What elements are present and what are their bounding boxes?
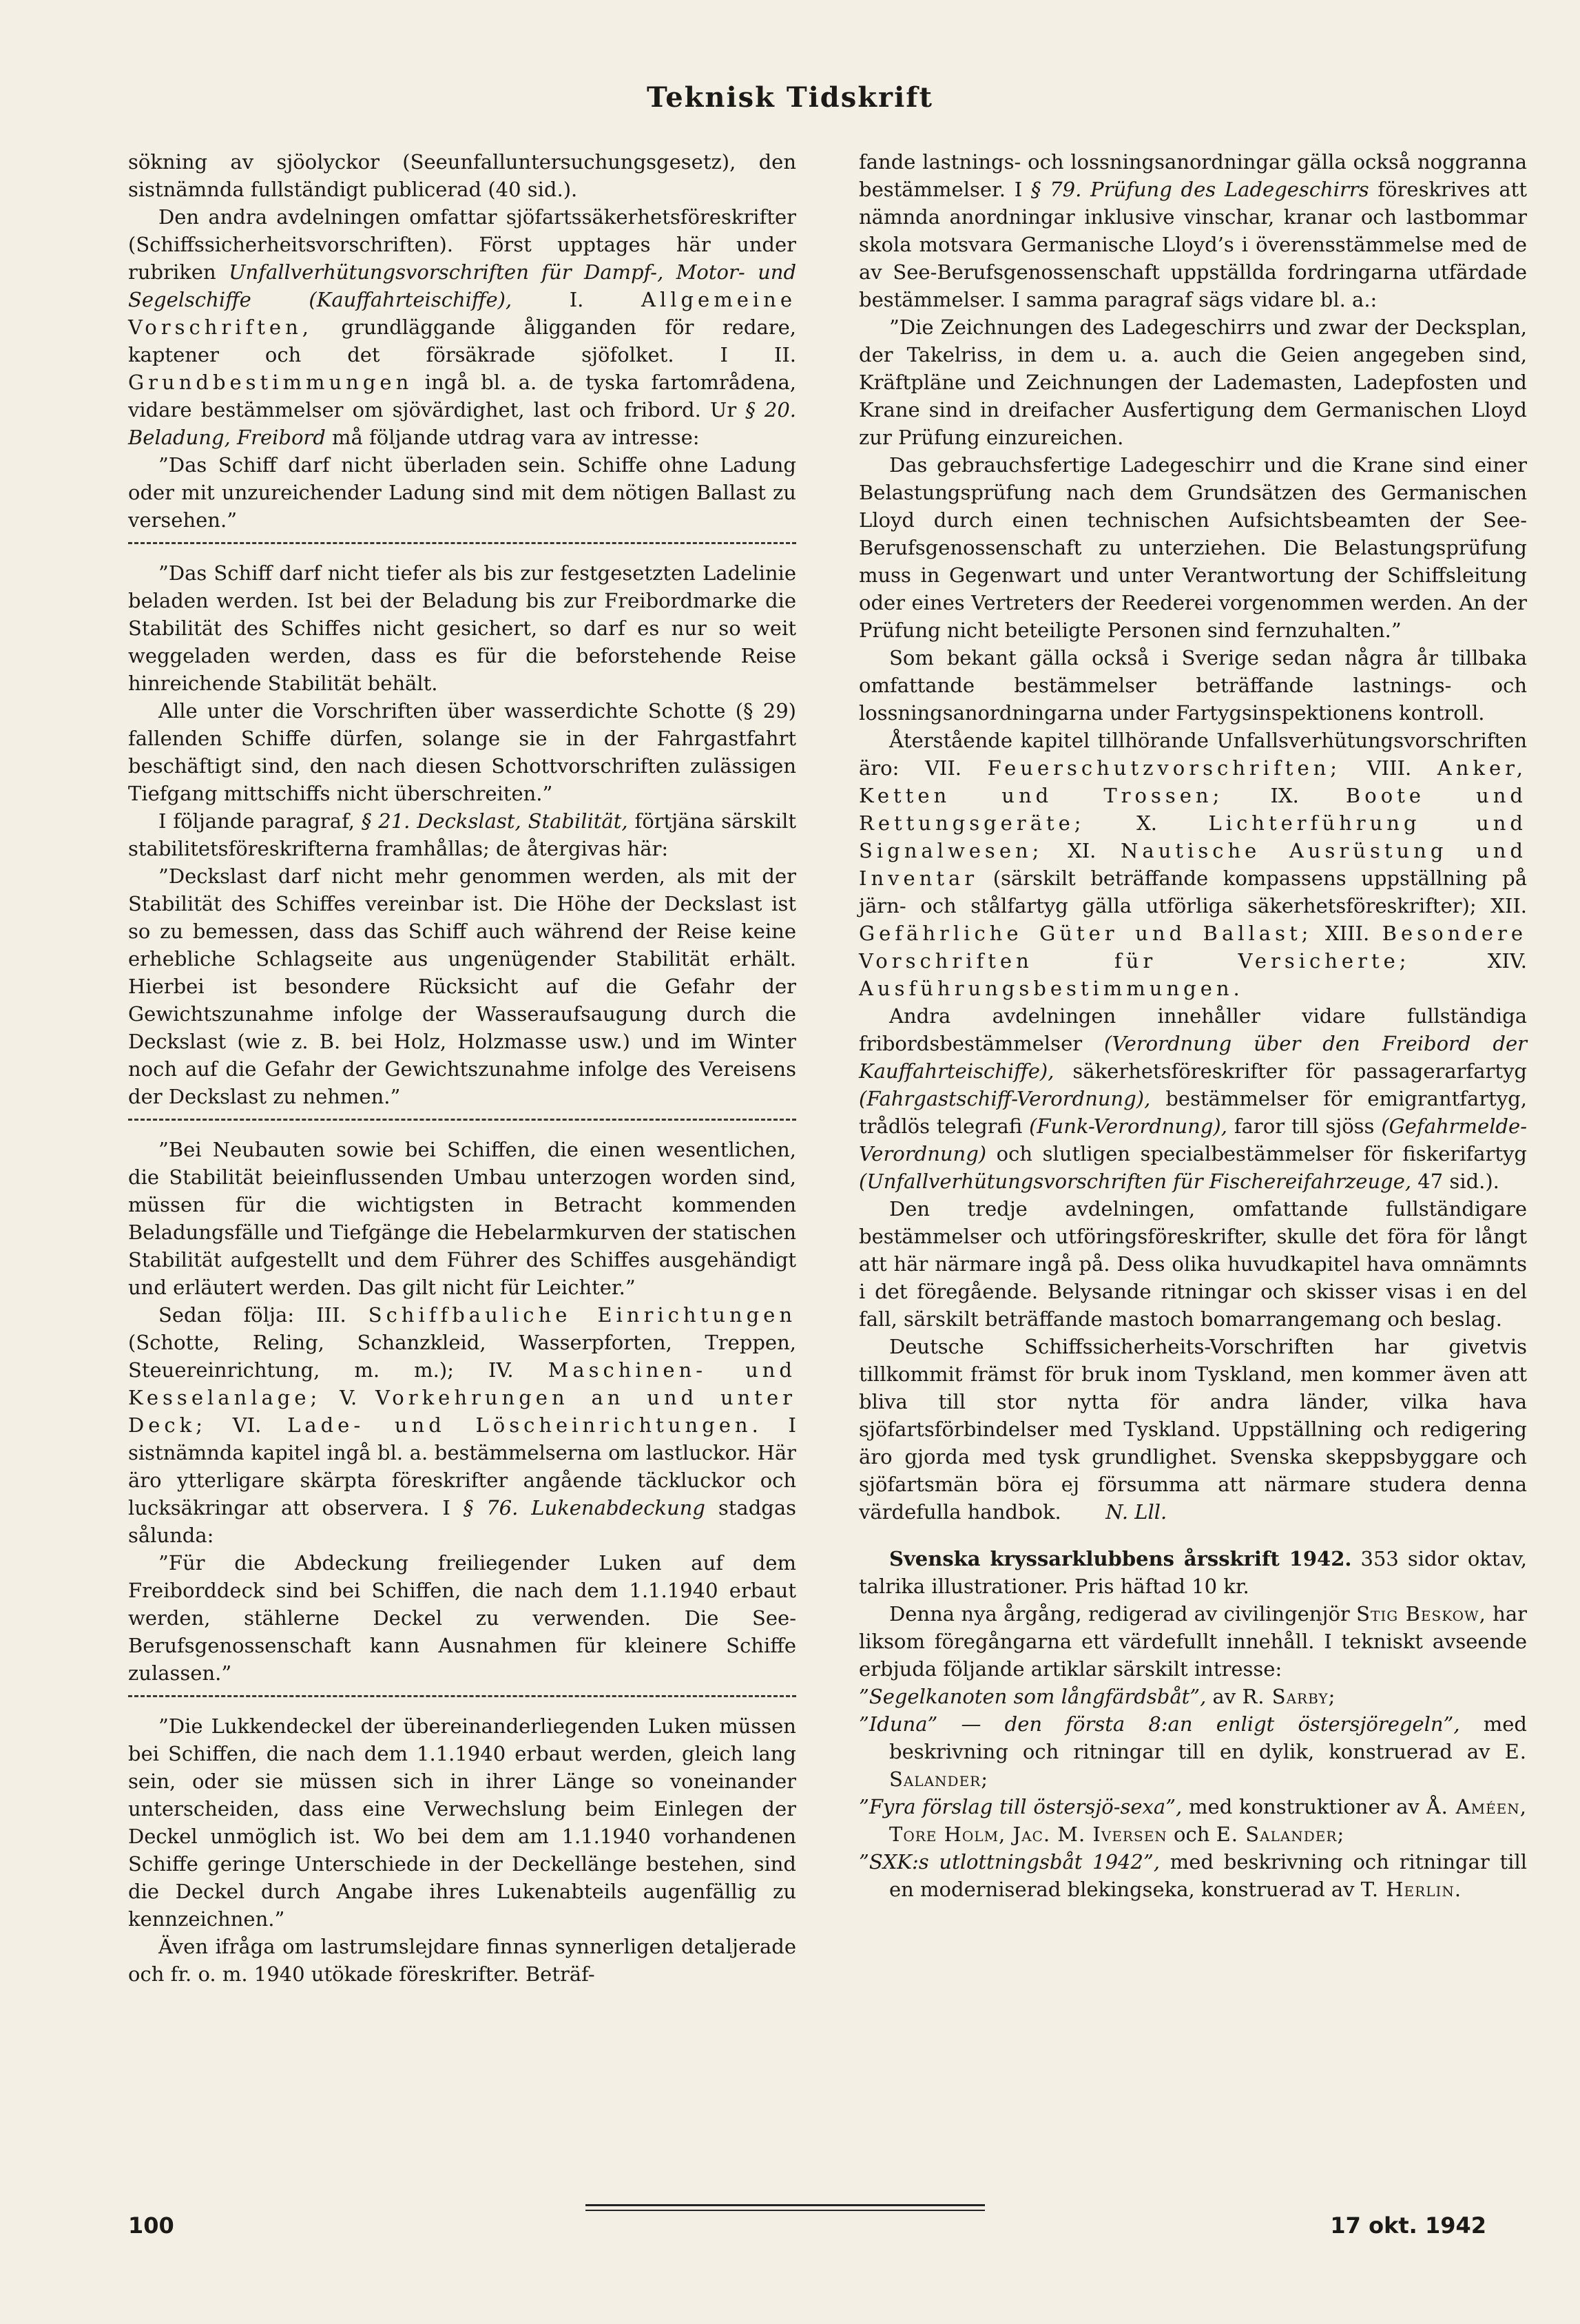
- issue-date: 17 okt. 1942: [1330, 2212, 1486, 2239]
- footer-rule: [585, 2204, 985, 2211]
- paragraph: Som bekant gälla också i Sverige sedan några år tillbaka omfattande bestämmelser beträffande lastnings- och lossningsanordningarna under Fartygsinspektionens kontroll.: [859, 646, 1527, 725]
- dash-separator: [128, 542, 796, 552]
- paragraph: I följande paragraf, § 21. Deckslast, Stabilität, förtjäna särskilt stabilitetsföreskrifterna framhållas; de återgivas här:: [128, 809, 797, 860]
- article-entry: ”Iduna” — den första 8:an enligt östersjöregeln”, med beskrivning och ritningar till en dylik, konstruerad av E. Salander;: [859, 1712, 1527, 1791]
- article-entry: ”Segelkanoten som långfärdsbåt”, av R. Sarby;: [859, 1685, 1336, 1708]
- quotation: ”Für die Abdeckung freiliegender Luken auf dem Freiborddeck sind bei Schiffen, die nach dem 1.1.1940 erbaut werden, stählerne Deckel zu verwenden. Die See-Berufsgenossenschaft kann Ausnahmen für kleinere Schiffe zulassen.”: [128, 1551, 796, 1685]
- paragraph: Den andra avdelningen omfattar sjöfartssäkerhetsföreskrifter (Schiffssicherheitsvorschriften). Först upptages här under rubriken Unfallverhütungsvorschriften für Dampf-, Motor- und Segelschiffe (Kauffahrteischiffe), I. Allgemeine Vorschriften, grundläggande åligganden för redare, kaptener och det försäkrade sjöfolket. I II. Grundbestimmungen ingå bl. a. de tyska fartområdena, vidare bestämmelser om sjövärdighet, last och fribord. Ur § 20. Beladung, Freibord må följande utdrag vara av intresse:: [128, 205, 797, 449]
- paragraph: Deutsche Schiffssicherheits-Vorschriften har givetvis tillkommit främst för bruk inom Tyskland, men kommer även att bliva till stor nytta för andra länder, vilka hava sjöfartsförbindelser med Tyskland. Uppställning och redigering äro gjorda med tysk grundlighet. Svenska skeppsbyggare och sjöfartsmän böra ej försumma att närmare studera denna värdefulla handbok. N. Lll.: [859, 1335, 1527, 1524]
- article-entry: ”Fyra förslag till östersjö-sexa”, med konstruktioner av Å. Améen, Tore Holm, Jac. M. Iversen och E. Salander;: [859, 1795, 1527, 1846]
- quotation: ”Die Lukkendeckel der übereinanderliegenden Luken müssen bei Schiffen, die nach dem 1.1.1940 erbaut werden, gleich lang sein, oder sie müssen sich in ihrer Länge so voneinander unterscheiden, dass eine Verwechslung beim Einlegen der Deckel unmöglich ist. Wo bei dem am 1.1.1940 vorhandenen Schiffe geringe Unterschiede in der Deckellänge bestehen, sind die Deckel durch Angabe ihres Lukenabteils augenfällig zu kennzeichnen.”: [128, 1714, 796, 1931]
- quotation: ”Das Schiff darf nicht tiefer als bis zur festgesetzten Ladelinie beladen werden. Ist bei der Beladung bis zur Freibordmarke die Stabilität des Schiffes nicht gesichert, so darf es nur so weit weggeladen werden, dass es für die beforstehende Reise hinreichende Stabilität behält.: [128, 561, 796, 695]
- review-heading: Svenska kryssarklubbens årsskrift 1942. 353 sidor oktav, talrika illustrationer. Pris häftad 10 kr.: [859, 1547, 1527, 1598]
- paragraph: sökning av sjöolyckor (Seeunfalluntersuchungsgesetz), den sistnämnda fullständigt publicerad (40 sid.).: [128, 150, 796, 201]
- paragraph: Återstående kapitel tillhörande Unfallsverhütungsvorschriften äro: VII. Feuerschutzvorschriften; VIII. Anker, Ketten und Trossen; IX. Boote und Rettungsgeräte; X. Lichterführung und Signalwesen; XI. Nautische Ausrüstung und Inventar (särskilt beträffande kompassens uppställning på järn- och stålfartyg gälla utförliga säkerhetsföreskrifter); XII. Gefährliche Güter und Ballast; XIII. Besondere Vorschriften für Versicherte; XIV. Ausführungsbestimmungen.: [859, 729, 1527, 1000]
- quotation: Das gebrauchsfertige Ladegeschirr und die Krane sind einer Belastungsprüfung nach dem Grundsätzen des Germanischen Lloyd durch einen technischen Aufsichtsbeamten der See-Berufsgenossenschaft zu unterziehen. Die Belastungsprüfung muss in Gegenwart und unter Verantwortung der Schiffsleitung oder eines Vertreters der Reederei vorgenommen werden. An der Prüfung nicht beteiligte Personen sind fernzuhalten.”: [859, 453, 1527, 642]
- quotation: ”Die Zeichnungen des Ladegeschirrs und zwar der Decksplan, der Takelriss, in dem u. a. auch die Geien angegeben sind, Kräftpläne und Zeichnungen der Lademasten, Ladepfosten und Krane sind in dreifacher Ausfertigung dem Germanischen Lloyd zur Prüfung einzureichen.: [859, 315, 1527, 449]
- quotation: ”Deckslast darf nicht mehr genommen werden, als mit der Stabilität des Schiffes vereinbar ist. Die Höhe der Deckslast ist so zu bemessen, dass das Schiff auch während der Reise keine erhebliche Schlagseite aus ungenügender Stabilität erhält. Hierbei ist besondere Rücksicht auf die Gefahr der Gewichtszunahme infolge der Wasseraufsaugung durch die Deckslast (wie z. B. bei Holz, Holzmasse usw.) und im Winter noch auf die Gefahr der Gewichtszunahme infolge des Vereisens der Deckslast zu nehmen.”: [128, 864, 796, 1108]
- quotation: Alle unter die Vorschriften über wasserdichte Schotte (§ 29) fallenden Schiffe dürfen, solange sie in der Fahrgastfahrt beschäftigt sind, den nach diesen Schottvorschriften zulässigen Tiefgang mittschiffs nicht überschreiten.”: [128, 699, 796, 805]
- paragraph: Andra avdelningen innehåller vidare fullständiga fribordsbestämmelser (Verordnung über den Freibord der Kauffahrteischiffe), säkerhetsföreskrifter för passagerarfartyg (Fahrgastschiff-Verordnung), bestämmelser för emigrantfartyg, trådlös telegrafi (Funk-Verordnung), faror till sjöss (Gefahrmelde-Verordnung) och slutligen specialbestämmelser för fiskerifartyg (Unfallverhütungsvorschriften für Fischereifahrzeuge, 47 sid.).: [859, 1004, 1527, 1193]
- dash-separator: [128, 1119, 796, 1129]
- quotation: ”Bei Neubauten sowie bei Schiffen, die einen wesentlichen, die Stabilität beieinflussenden Umbau unterzogen worden sind, müssen für die wichtigsten in Betracht kommenden Beladungsfälle und Tiefgänge die Hebelarmkurven der statischen Stabilität aufgestellt und dem Führer des Schiffes ausgehändigt und erläutert werden. Das gilt nicht für Leichter.”: [128, 1138, 796, 1299]
- paragraph: Denna nya årgång, redigerad av civilingenjör Stig Beskow, har liksom föregångarna ett värdefullt innehåll. I tekniskt avseende erbjuda följande artiklar särskilt intresse:: [859, 1602, 1527, 1681]
- author-signature: N. Lll.: [1105, 1500, 1167, 1524]
- page-number: 100: [128, 2212, 174, 2239]
- left-column: [128, 148, 796, 1988]
- paragraph: Den tredje avdelningen, omfattande fullständigare bestämmelser och utföringsföreskrifter, skulle det föra för långt att här närmare ingå på. Dess olika huvudkapitel hava omnämnts i det föregående. Belysande ritningar och skisser visas i en del fall, särskilt beträffande mastoch bomarrangemang och beslag.: [859, 1197, 1527, 1331]
- dash-separator: [128, 1695, 796, 1705]
- quotation: ”Das Schiff darf nicht überladen sein. Schiffe ohne Ladung oder mit unzureichender Ladung sind mit dem nötigen Ballast zu versehen.”: [128, 453, 796, 532]
- page-header-title: Teknisk Tidskrift: [647, 81, 933, 114]
- right-column: [859, 148, 1527, 1903]
- paragraph: Sedan följa: III. Schiffbauliche Einrichtungen (Schotte, Reling, Schanzkleid, Wasserpforten, Treppen, Steuereinrichtung, m. m.); IV. Maschinen- und Kesselanlage; V. Vorkehrungen an und unter Deck; VI. Lade- und Löscheinrichtungen. I sistnämnda kapitel ingå bl. a. bestämmelserna om lastluckor. Här äro ytterligare skärpta föreskrifter angående täckluckor och lucksäkringar att observera. I § 76. Lukenabdeckung stadgas sålunda:: [128, 1303, 797, 1547]
- article-entry: ”SXK:s utlottningsbåt 1942”, med beskrivning och ritningar till en moderniserad blekingseka, konstruerad av T. Herlin.: [859, 1850, 1527, 1901]
- paragraph: fande lastnings- och lossningsanordningar gälla också noggranna bestämmelser. I § 79. Prüfung des Ladegeschirrs föreskrives att nämnda anordningar inklusive vinschar, kranar och lastbommar skola motsvara Germanische Lloyd’s i överensstämmelse med de av See-Berufsgenossenschaft uppställda fordringarna utfärdade bestämmelser. I samma paragraf sägs vidare bl. a.:: [859, 150, 1527, 311]
- paragraph: Även ifråga om lastrumslejdare finnas synnerligen detaljerade och fr. o. m. 1940 utökade föreskrifter. Beträf-: [128, 1935, 796, 1986]
